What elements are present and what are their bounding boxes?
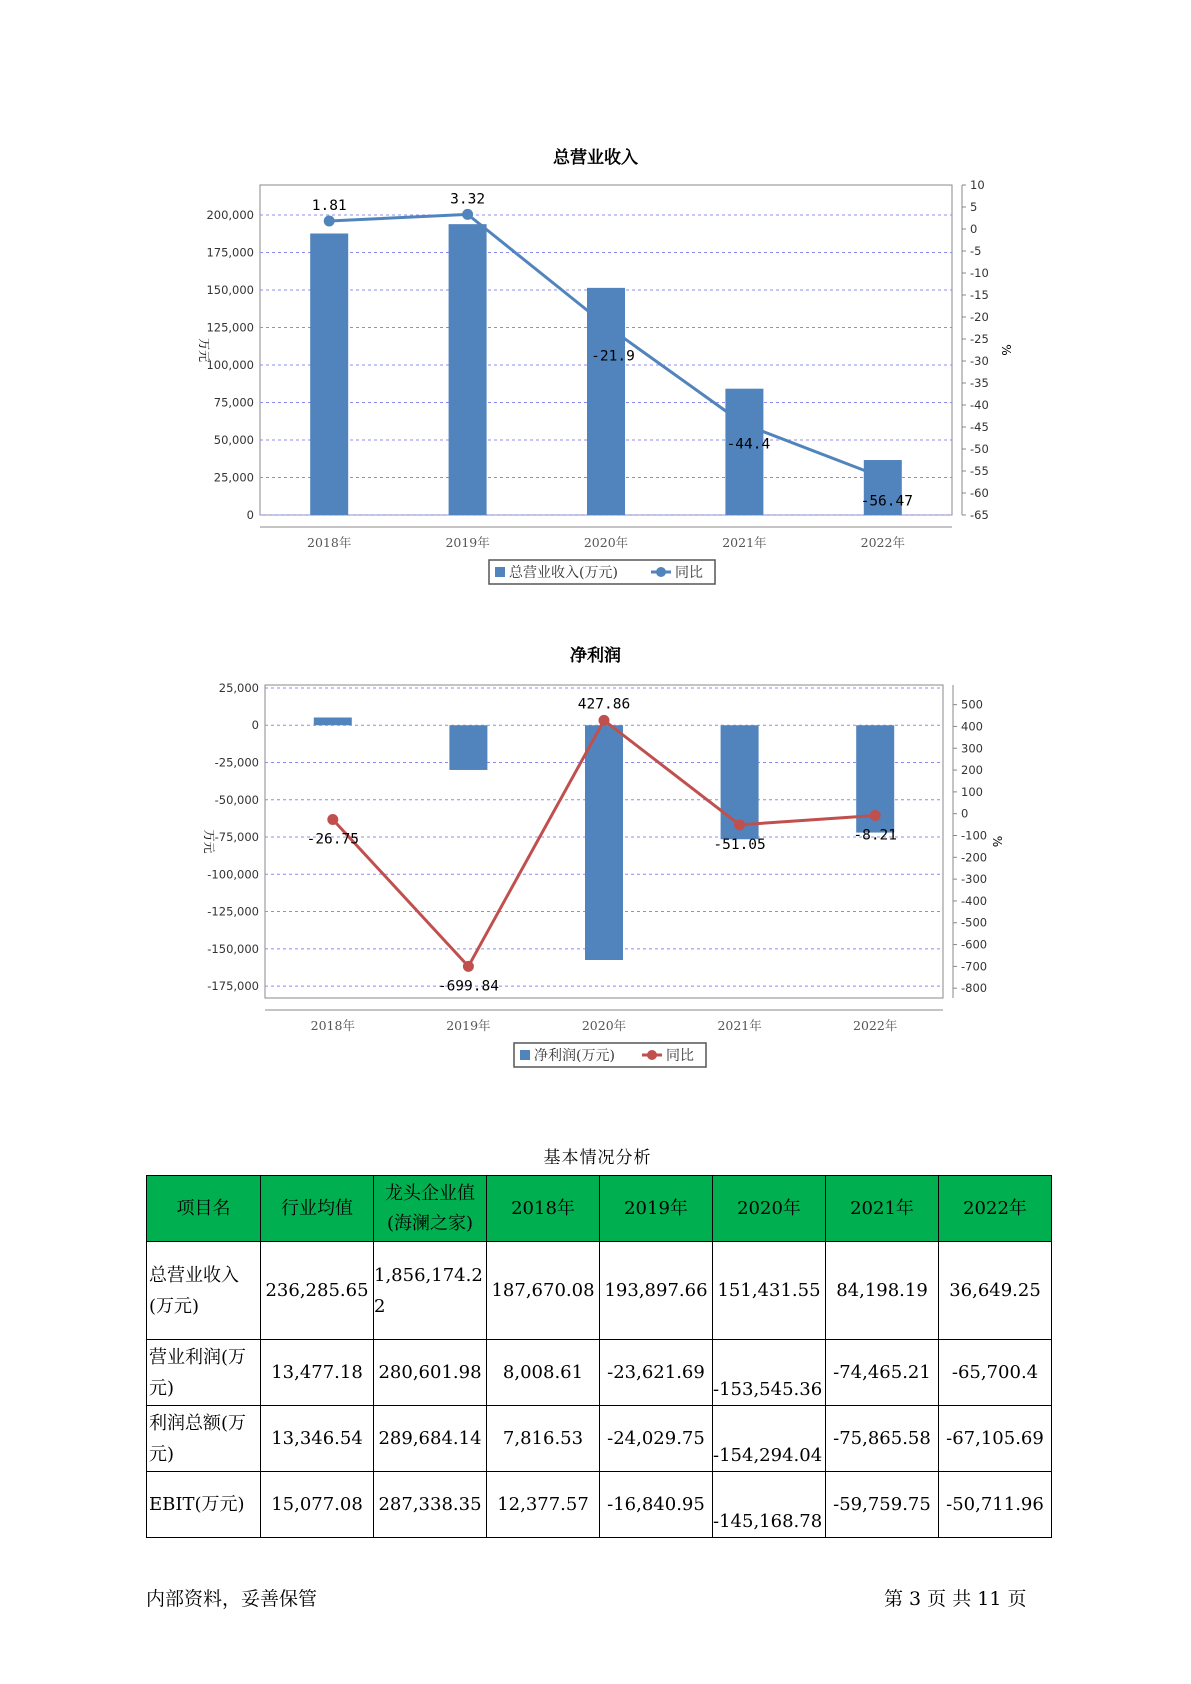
row-name-cell: EBIT(万元) bbox=[147, 1472, 261, 1538]
yoy-data-label: -8.21 bbox=[853, 827, 898, 844]
x-category-label: 2022年 bbox=[853, 1018, 898, 1033]
yoy-point bbox=[734, 819, 745, 830]
yoy-data-label: 3.32 bbox=[450, 191, 486, 208]
table-row bbox=[147, 1472, 1052, 1538]
header-cell: 2020年 bbox=[713, 1176, 826, 1242]
table-cell: -24,029.75 bbox=[600, 1406, 713, 1472]
y2-tick-label: 100 bbox=[961, 784, 983, 799]
y-tick-label: -125,000 bbox=[207, 904, 259, 919]
y2-tick-label: -40 bbox=[970, 398, 989, 412]
table-cell: -154,294.04 bbox=[713, 1406, 826, 1472]
x-category-label: 2021年 bbox=[717, 1018, 762, 1033]
revenue-chart bbox=[0, 170, 1191, 590]
header-cell: 2018年 bbox=[487, 1176, 600, 1242]
table-cell: -74,465.21 bbox=[826, 1340, 939, 1406]
y2-tick-label: -25 bbox=[970, 332, 989, 346]
y2-tick-label: -300 bbox=[961, 872, 988, 887]
table-cell: 15,077.08 bbox=[261, 1472, 374, 1538]
yoy-point bbox=[324, 216, 335, 227]
y2-tick-label: 5 bbox=[970, 200, 978, 214]
legend-bar-label: 总营业收入(万元) bbox=[509, 565, 618, 581]
y2-tick-label: -5 bbox=[970, 244, 982, 258]
y-tick-label: 200,000 bbox=[206, 208, 254, 222]
y-axis-unit: 万元 bbox=[202, 829, 216, 854]
y2-tick-label: 10 bbox=[970, 178, 985, 192]
table-cell: 151,431.55 bbox=[713, 1242, 826, 1340]
table-cell: -16,840.95 bbox=[600, 1472, 713, 1538]
y-tick-label: -150,000 bbox=[207, 941, 259, 956]
table-header-row bbox=[147, 1176, 1052, 1242]
table-cell: -50,711.96 bbox=[939, 1472, 1052, 1538]
legend-bar-swatch bbox=[520, 1050, 530, 1060]
x-category-label: 2022年 bbox=[860, 535, 905, 550]
row-name-cell: 总营业收入(万元) bbox=[147, 1242, 261, 1340]
basic-analysis-table bbox=[146, 1175, 1052, 1538]
yoy-data-label: -21.9 bbox=[591, 348, 635, 365]
bar bbox=[585, 725, 623, 960]
y2-tick-label: -20 bbox=[970, 310, 989, 324]
legend-line-label: 同比 bbox=[675, 565, 703, 581]
yoy-point bbox=[462, 209, 473, 220]
row-name-cell: 利润总额(万元) bbox=[147, 1406, 261, 1472]
table-cell: 13,346.54 bbox=[261, 1406, 374, 1472]
x-category-label: 2021年 bbox=[722, 535, 767, 550]
y-tick-label: 175,000 bbox=[206, 245, 254, 260]
y2-tick-label: -55 bbox=[970, 464, 989, 478]
x-category-label: 2018年 bbox=[307, 535, 352, 550]
table-cell: -67,105.69 bbox=[939, 1406, 1052, 1472]
y-tick-label: 50,000 bbox=[213, 433, 254, 447]
table-cell: -75,865.58 bbox=[826, 1406, 939, 1472]
yoy-data-label: -44.4 bbox=[726, 436, 771, 453]
table-cell: 187,670.08 bbox=[487, 1242, 600, 1340]
y2-tick-label: -100 bbox=[961, 828, 988, 843]
table-cell: 84,198.19 bbox=[826, 1242, 939, 1340]
yoy-data-label: 427.86 bbox=[577, 696, 631, 713]
y2-tick-label: 200 bbox=[961, 763, 983, 778]
footer-note: 内部资料，妥善保管 bbox=[146, 1588, 318, 1610]
x-category-label: 2020年 bbox=[581, 1018, 627, 1033]
x-category-label: 2020年 bbox=[583, 535, 629, 550]
y-tick-label: -175,000 bbox=[207, 979, 259, 994]
table-cell: -65,700.4 bbox=[939, 1340, 1052, 1406]
yoy-point bbox=[739, 419, 750, 430]
y-tick-label: 0 bbox=[251, 718, 259, 733]
table-cell: -23,621.69 bbox=[600, 1340, 713, 1406]
header-cell: 2022年 bbox=[939, 1176, 1052, 1242]
legend-bar-swatch bbox=[495, 567, 505, 577]
y-tick-label: 25,000 bbox=[213, 470, 254, 485]
y2-tick-label: 400 bbox=[961, 719, 983, 734]
table-cell: 13,477.18 bbox=[261, 1340, 374, 1406]
y2-tick-label: 300 bbox=[961, 741, 983, 756]
row-name-cell: 营业利润(万元) bbox=[147, 1340, 261, 1406]
y2-axis-unit: % bbox=[990, 835, 1004, 848]
table-cell: -153,545.36 bbox=[713, 1340, 826, 1406]
yoy-point bbox=[877, 472, 888, 483]
y2-tick-label: 500 bbox=[961, 697, 983, 712]
legend-bar-label: 净利润(万元) bbox=[534, 1048, 615, 1064]
y2-tick-label: 0 bbox=[961, 806, 969, 821]
y2-tick-label: -400 bbox=[961, 893, 988, 908]
yoy-point bbox=[601, 320, 612, 331]
y-tick-label: 75,000 bbox=[213, 395, 254, 410]
y-axis-unit: 万元 bbox=[197, 337, 211, 363]
y-tick-label: -25,000 bbox=[214, 755, 259, 770]
yoy-point bbox=[327, 814, 338, 825]
table-cell: -145,168.78 bbox=[713, 1472, 826, 1538]
yoy-point bbox=[463, 961, 474, 972]
y2-tick-label: -500 bbox=[961, 915, 988, 930]
yoy-data-label: -26.75 bbox=[306, 831, 359, 848]
y2-axis-unit: % bbox=[999, 344, 1013, 356]
yoy-point bbox=[870, 810, 881, 821]
y2-tick-label: -600 bbox=[961, 937, 988, 952]
bar bbox=[449, 224, 487, 515]
table-cell: -59,759.75 bbox=[826, 1472, 939, 1538]
y-tick-label: -50,000 bbox=[214, 792, 259, 807]
table-cell: 287,338.35 bbox=[374, 1472, 487, 1538]
yoy-data-label: -699.84 bbox=[437, 978, 499, 995]
table-row bbox=[147, 1340, 1052, 1406]
revenue-chart-title: 总营业收入 bbox=[553, 148, 638, 168]
table-cell: 193,897.66 bbox=[600, 1242, 713, 1340]
y2-tick-label: -60 bbox=[970, 486, 989, 500]
table-cell: 280,601.98 bbox=[374, 1340, 487, 1406]
table-cell: 7,816.53 bbox=[487, 1406, 600, 1472]
table-cell: 289,684.14 bbox=[374, 1406, 487, 1472]
y2-tick-label: -65 bbox=[970, 508, 989, 522]
yoy-point bbox=[599, 715, 610, 726]
legend-line-marker bbox=[656, 567, 666, 577]
y2-tick-label: -50 bbox=[970, 442, 989, 456]
legend-line-label: 同比 bbox=[666, 1048, 694, 1064]
yoy-data-label: -51.05 bbox=[713, 836, 766, 853]
y2-tick-label: -200 bbox=[961, 850, 988, 865]
profit-chart-title: 净利润 bbox=[570, 646, 621, 666]
y2-tick-label: -10 bbox=[970, 266, 989, 280]
bar bbox=[314, 717, 352, 725]
page-number: 第 3 页 共 11 页 bbox=[884, 1588, 1027, 1610]
y2-tick-label: -800 bbox=[961, 981, 988, 996]
table-cell: 8,008.61 bbox=[487, 1340, 600, 1406]
yoy-data-label: 1.81 bbox=[311, 198, 347, 215]
table-cell: 1,856,174.22 bbox=[374, 1242, 487, 1340]
header-cell: 2019年 bbox=[600, 1176, 713, 1242]
x-category-label: 2018年 bbox=[310, 1018, 355, 1033]
table-cell: 12,377.57 bbox=[487, 1472, 600, 1538]
legend-line-marker bbox=[647, 1050, 657, 1060]
x-category-label: 2019年 bbox=[445, 535, 490, 550]
yoy-data-label: -56.47 bbox=[860, 493, 913, 510]
y2-tick-label: -700 bbox=[961, 959, 988, 974]
y2-tick-label: -15 bbox=[970, 288, 989, 302]
y-tick-label: 100,000 bbox=[206, 358, 254, 372]
bar bbox=[310, 233, 348, 515]
bar bbox=[449, 725, 487, 770]
y-tick-label: 0 bbox=[246, 508, 254, 522]
x-category-label: 2019年 bbox=[446, 1018, 491, 1033]
y-tick-label: 125,000 bbox=[206, 320, 254, 335]
y-tick-label: -100,000 bbox=[207, 867, 259, 882]
table-caption: 基本情况分析 bbox=[543, 1148, 652, 1168]
y2-tick-label: -35 bbox=[970, 376, 989, 390]
y2-tick-label: 0 bbox=[970, 222, 978, 236]
header-cell: 项目名 bbox=[147, 1176, 261, 1242]
table-row bbox=[147, 1406, 1052, 1472]
profit-chart bbox=[0, 670, 1191, 1090]
y2-tick-label: -30 bbox=[970, 354, 989, 368]
y2-tick-label: -45 bbox=[970, 420, 989, 434]
header-cell: 龙头企业值(海澜之家) bbox=[374, 1176, 487, 1242]
table-row bbox=[147, 1242, 1052, 1340]
header-cell: 行业均值 bbox=[261, 1176, 374, 1242]
y-tick-label: -75,000 bbox=[214, 830, 259, 845]
y-tick-label: 25,000 bbox=[218, 680, 259, 695]
y-tick-label: 150,000 bbox=[206, 283, 254, 297]
table-cell: 236,285.65 bbox=[261, 1242, 374, 1340]
table-cell: 36,649.25 bbox=[939, 1242, 1052, 1340]
header-cell: 2021年 bbox=[826, 1176, 939, 1242]
